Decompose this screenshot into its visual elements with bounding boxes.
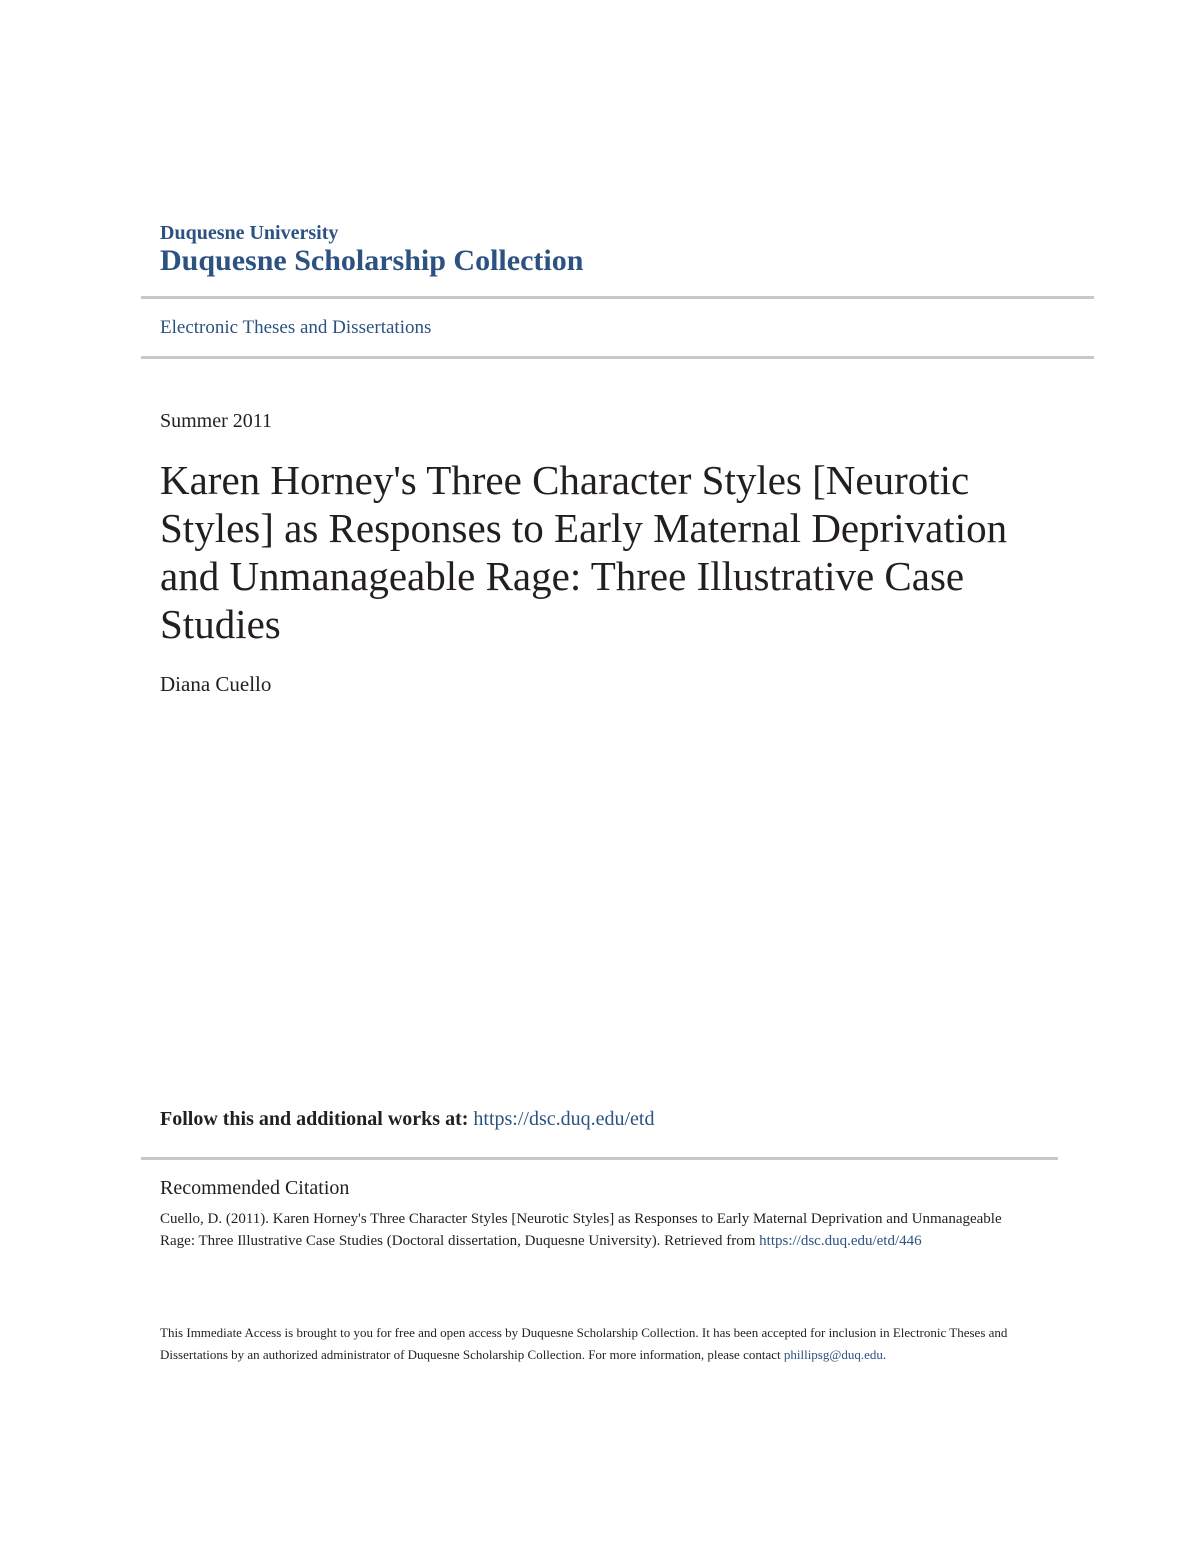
citation-text [160,1208,1040,1252]
access-statement-body: This Immediate Access is brought to you for free and open access by Duquesne Scholarship Collection. It has been accepted for inclusion in Electronic Theses and Dissertations by an authorized administrator of Duquesne Scholarship Collection. For more information, please contact [160,1325,1008,1362]
access-statement-end: . [882,1347,887,1362]
university-name: Duquesne University [160,222,339,244]
divider-top [141,296,1094,299]
citation-body: Cuello, D. (2011). Karen Horney's Three Character Styles [Neurotic Styles] as Responses to Early Maternal Deprivation and Unmanageable Rage: Three Illustrative Case Studies (Doctoral dissertation, Duquesne University). Retrieved from [160,1211,1002,1249]
follow-line [160,1108,654,1131]
divider-citation [141,1157,1058,1160]
document-title: Karen Horney's Three Character Styles [Neurotic Styles] as Responses to Early Maternal Deprivation and Unmanageable Rage: Three Illustrative Case Studies [160,457,1008,647]
divider-series [141,356,1094,359]
collection-name: Duquesne Scholarship Collection [160,244,584,277]
author-name: Diana Cuello [160,672,272,696]
series-link[interactable]: Electronic Theses and Dissertations [160,317,432,338]
access-statement [160,1322,1060,1366]
contact-email-link[interactable]: phillipsg@duq.edu [783,1347,883,1362]
follow-url-link[interactable]: https://dsc.duq.edu/etd [473,1108,655,1130]
publication-date: Summer 2011 [160,410,273,432]
follow-label: Follow this and additional works at: [160,1108,474,1130]
recommended-citation-heading: Recommended Citation [160,1177,350,1199]
citation-url-link[interactable]: https://dsc.duq.edu/etd/446 [759,1233,922,1249]
